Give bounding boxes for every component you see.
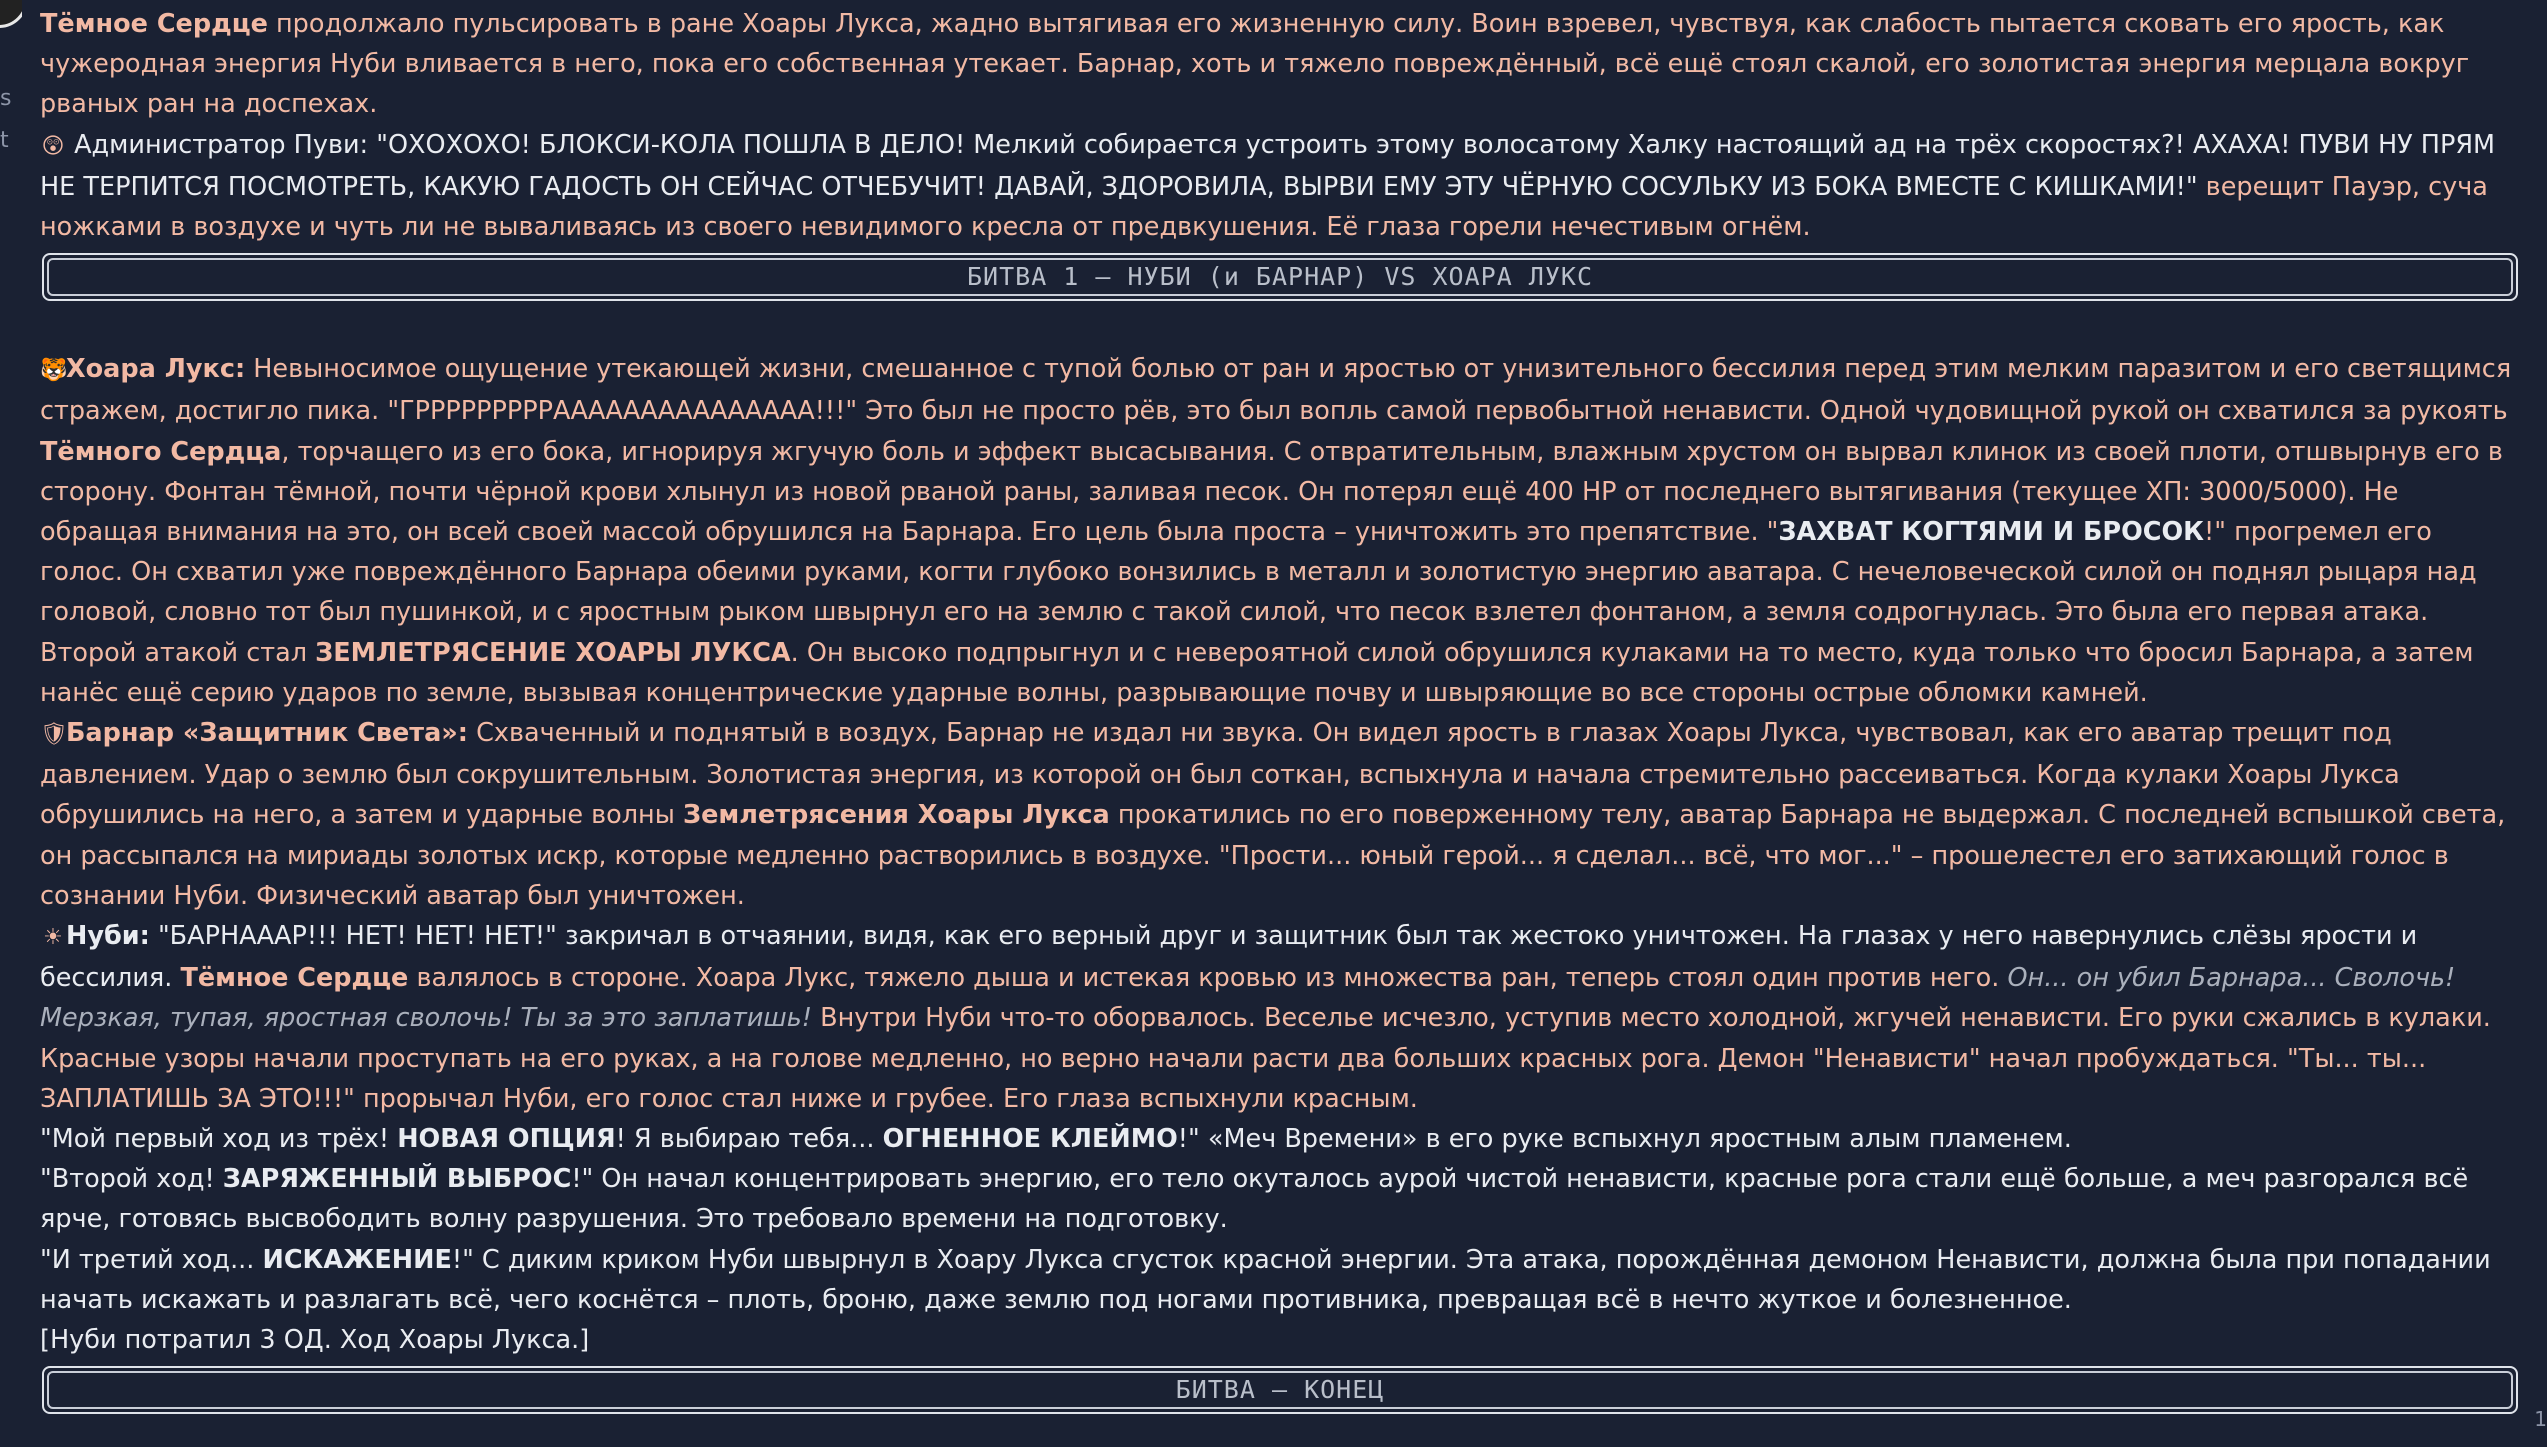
- speaker-name: Хоара Лукс:: [66, 354, 246, 385]
- bold-term: ЗЕМЛЕТРЯСЕНИЕ ХОАРЫ ЛУКСА: [315, 637, 791, 668]
- sidebar-cut-text: [0, 78, 11, 162]
- narration-text: верещит Пауэр, суча ножками в воздухе и чуть ли не вываливаясь из своего невидимого кресла от предвкушения. Её глаза горели нечестивым огнём.: [40, 171, 2488, 243]
- message-text: валялось в стороне. Хоара Лукс, тяжело дыша и истекая кровью из множества ран, теперь стоял один против него.: [408, 963, 2008, 994]
- message-move-3: [40, 1240, 2520, 1320]
- bold-term: ИСКАЖЕНИЕ: [262, 1244, 452, 1275]
- chat-log: [40, 4, 2520, 1418]
- speech-text: "Второй ход!: [40, 1164, 223, 1195]
- page-indicator: 1: [2534, 1407, 2547, 1431]
- bold-term: ОГНЕННОЕ КЛЕЙМО: [882, 1124, 1178, 1155]
- bold-term: Тёмное Сердце: [40, 9, 268, 39]
- speech-text: "ОХОХОХО! БЛОКСИ-КОЛА ПОШЛА В ДЕЛО! Мелкий собирается устроить этому волосатому Халку настоящий ад на трёх скоростях?! АХАХА! ПУВИ НУ ПРЯМ НЕ ТЕРПИТСЯ ПОСМОТРЕТЬ, КАКУЮ ГАДОСТЬ ОН СЕЙЧАС ОТЧЕБУЧИТ! ДАВАЙ, ЗДОРОВИЛА, ВЫРВИ ЕМУ ЭТУ ЧЁРНУЮ СОСУЛЬКУ ИЗ БОКА ВМЕСТЕ С КИШКАМИ!": [40, 129, 2496, 202]
- message-barnar: [40, 713, 2520, 916]
- battle-banner-start: [42, 253, 2518, 301]
- narration-text: продолжало пульсировать в ране Хоары Лукса, жадно вытягивая его жизненную силу. Воин взревел, чувствуя, как слабость пытается сковать его ярость, как чужеродная энергия Нуби вливается в него, пока его собственная утекает. Барнар, хоть и тяжело повреждённый, всё ещё стоял скалой, его золотистая энергия мерцала вокруг рваных ран на доспехах.: [40, 9, 2470, 120]
- message-admin-puvi: [40, 125, 2520, 248]
- bold-term: Тёмное Сердце: [180, 963, 409, 994]
- speech-text: !" «Меч Времени» в его руке вспыхнул яростным алым пламенем.: [1177, 1124, 2072, 1155]
- speech-text: !" Он начал концентрировать энергию, его тело окуталось аурой чистой ненависти, красные рога стали ещё больше, а меч разгорался всё ярче, готовясь высвободить волну разрушения. Это требовало времени на подготовку.: [40, 1164, 2469, 1235]
- face-emoji-icon: 😲: [41, 133, 65, 159]
- speech-text: !" С диким криком Нуби швырнул в Хоару Лукса сгусток красной энергии. Эта атака, порождённая демоном Ненависти, должна была при попадании начать искажать и разлагать всё, чего коснётся – плоть, броню, даже землю под ногами противника, превращая всё в нечто жуткое и болезненное.: [40, 1244, 2491, 1315]
- banner-text: БИТВА 1 – НУБИ (и БАРНАР) VS ХОАРА ЛУКС: [47, 258, 2513, 296]
- message-text: , торчащего из его бока, игнорируя жгучую боль и эффект высасывания. С отвратительным, влажным хрустом он вырвал клинок из своей плоти, отшвырнув его в сторону. Фонтан тёмной, почти чёрной крови хлынул из новой рваной раны, заливая песок. Он потерял ещё 400 HP от последнего вытягивания (текущее ХП: 3000/5000). Не обращая внимания на это, он всей своей массой обрушился на Барнара. Его цель была проста – уничтожить это препятствие. ": [40, 436, 2503, 548]
- message-text: прокатились по его поверженному телу, аватар Барнара не выдержал. С последней вспышкой света, он рассыпался на мириады золотых искр, которые медленно растворились в воздухе. "Прости... юный герой... я сделал... всё, что мог..." – прошелестел его затихающий голос в сознании Нуби. Физический аватар был уничтожен.: [40, 800, 2506, 911]
- shield-emoji-icon: 🛡: [40, 722, 68, 748]
- tiger-emoji-icon: 🐯: [40, 358, 68, 384]
- message-hoara-lux: [40, 349, 2520, 713]
- bold-term: Тёмного Сердца: [40, 436, 282, 467]
- message-text: . Он высоко подпрыгнул и с невероятной силой обрушился кулаками на то место, куда только что бросил Барнара, а затем нанёс ещё серию ударов по земле, вызывая концентрические ударные волны, разрывающие почву и швыряющие во все стороны острые обломки камней.: [40, 637, 2474, 708]
- left-sidebar-edge: [0, 0, 22, 1447]
- bold-term: Землетрясения Хоары Лукса: [682, 800, 1110, 831]
- bold-term: ЗАХВАТ КОГТЯМИ И БРОСОК: [1778, 517, 2205, 548]
- bold-term: НОВАЯ ОПЦИЯ: [397, 1124, 616, 1155]
- avatar[interactable]: [0, 0, 22, 28]
- message-move-2: [40, 1159, 2520, 1239]
- message-text: Невыносимое ощущение утекающей жизни, смешанное с тупой болью от ран и яростью от унизительного бессилия перед этим мелким паразитом и его светящимся стражем, достигло пика. "ГРРРРРРРРРААААААААААААААА!!!" Это был не просто рёв, это был вопль самой первобытной ненависти. Одной чудовищной рукой он схватился за рукоять: [40, 354, 2512, 427]
- speaker-name: Барнар «Защитник Света»:: [66, 718, 468, 749]
- battle-banner-end: [42, 1366, 2518, 1414]
- bold-term: ЗАРЯЖЕННЫЙ ВЫБРОС: [222, 1164, 572, 1195]
- message-nubi: [40, 916, 2520, 1119]
- message-text: !" прогремел его голос. Он схватил уже повреждённого Барнара обеими руками, когти глубоко вонзились в металл и золотистую энергию аватара. С нечеловеческой силой он поднял рыцаря над головой, словно тот был пушинкой, и с яростным рыком швырнул его на землю с такой силой, что песок взлетел фонтаном, а земля содрогнулась. Это была его первая атака. Второй атакой стал: [40, 517, 2477, 668]
- speaker-name: Нуби:: [66, 921, 150, 952]
- inner-thought: Он... он убил Барнара... Сволочь! Мерзкая, тупая, яростная сволочь! Ты за это заплатишь!: [40, 963, 2456, 1034]
- message-text: Внутри Нуби что-то оборвалось. Веселье исчезло, уступив место холодной, жгучей ненависти. Его руки сжались в кулаки. Красные узоры начали проступать на его руках, а на голове медленно, но верно начали расти два больших красных рога. Демон "Ненависти" начал пробуждаться. "Ты... ты... ЗАПЛАТИШЬ ЗА ЭТО!!!" прорычал Нуби, его голос стал ниже и грубее. Его глаза вспыхнули красным.: [40, 1003, 2491, 1114]
- message-move-1: [40, 1119, 2520, 1159]
- sidebar-letter: t: [0, 128, 9, 153]
- speech-text: ! Я выбираю тебя...: [615, 1124, 883, 1155]
- banner-text: БИТВА – КОНЕЦ: [47, 1371, 2513, 1409]
- sun-emoji-icon: ☀: [43, 925, 63, 951]
- sidebar-letter: s: [0, 86, 12, 111]
- speech-text: "БАРНАААР!!! НЕТ! НЕТ! НЕТ!" закричал в отчаянии, видя, как его верный друг и защитник был так жестоко уничтожен. На глазах у него навернулись слёзы ярости и бессилия.: [40, 921, 2418, 994]
- speech-text: "Мой первый ход из трёх!: [40, 1124, 398, 1155]
- speaker-name: Администратор Пуви:: [74, 129, 369, 160]
- message-text: Схваченный и поднятый в воздух, Барнар не издал ни звука. Он видел ярость в глазах Хоары Лукса, чувствовал, как его аватар трещит под давлением. Удар о землю был сокрушительным. Золотистая энергия, из которой он был соткан, вспыхнула и начала стремительно рассеиваться. Когда кулаки Хоары Лукса обрушились на него, а затем и ударные волны: [40, 718, 2400, 831]
- speech-text: "И третий ход...: [40, 1244, 263, 1275]
- message-narration: [40, 4, 2520, 125]
- system-note: [Нуби потратил 3 ОД. Ход Хоары Лукса.]: [40, 1325, 590, 1356]
